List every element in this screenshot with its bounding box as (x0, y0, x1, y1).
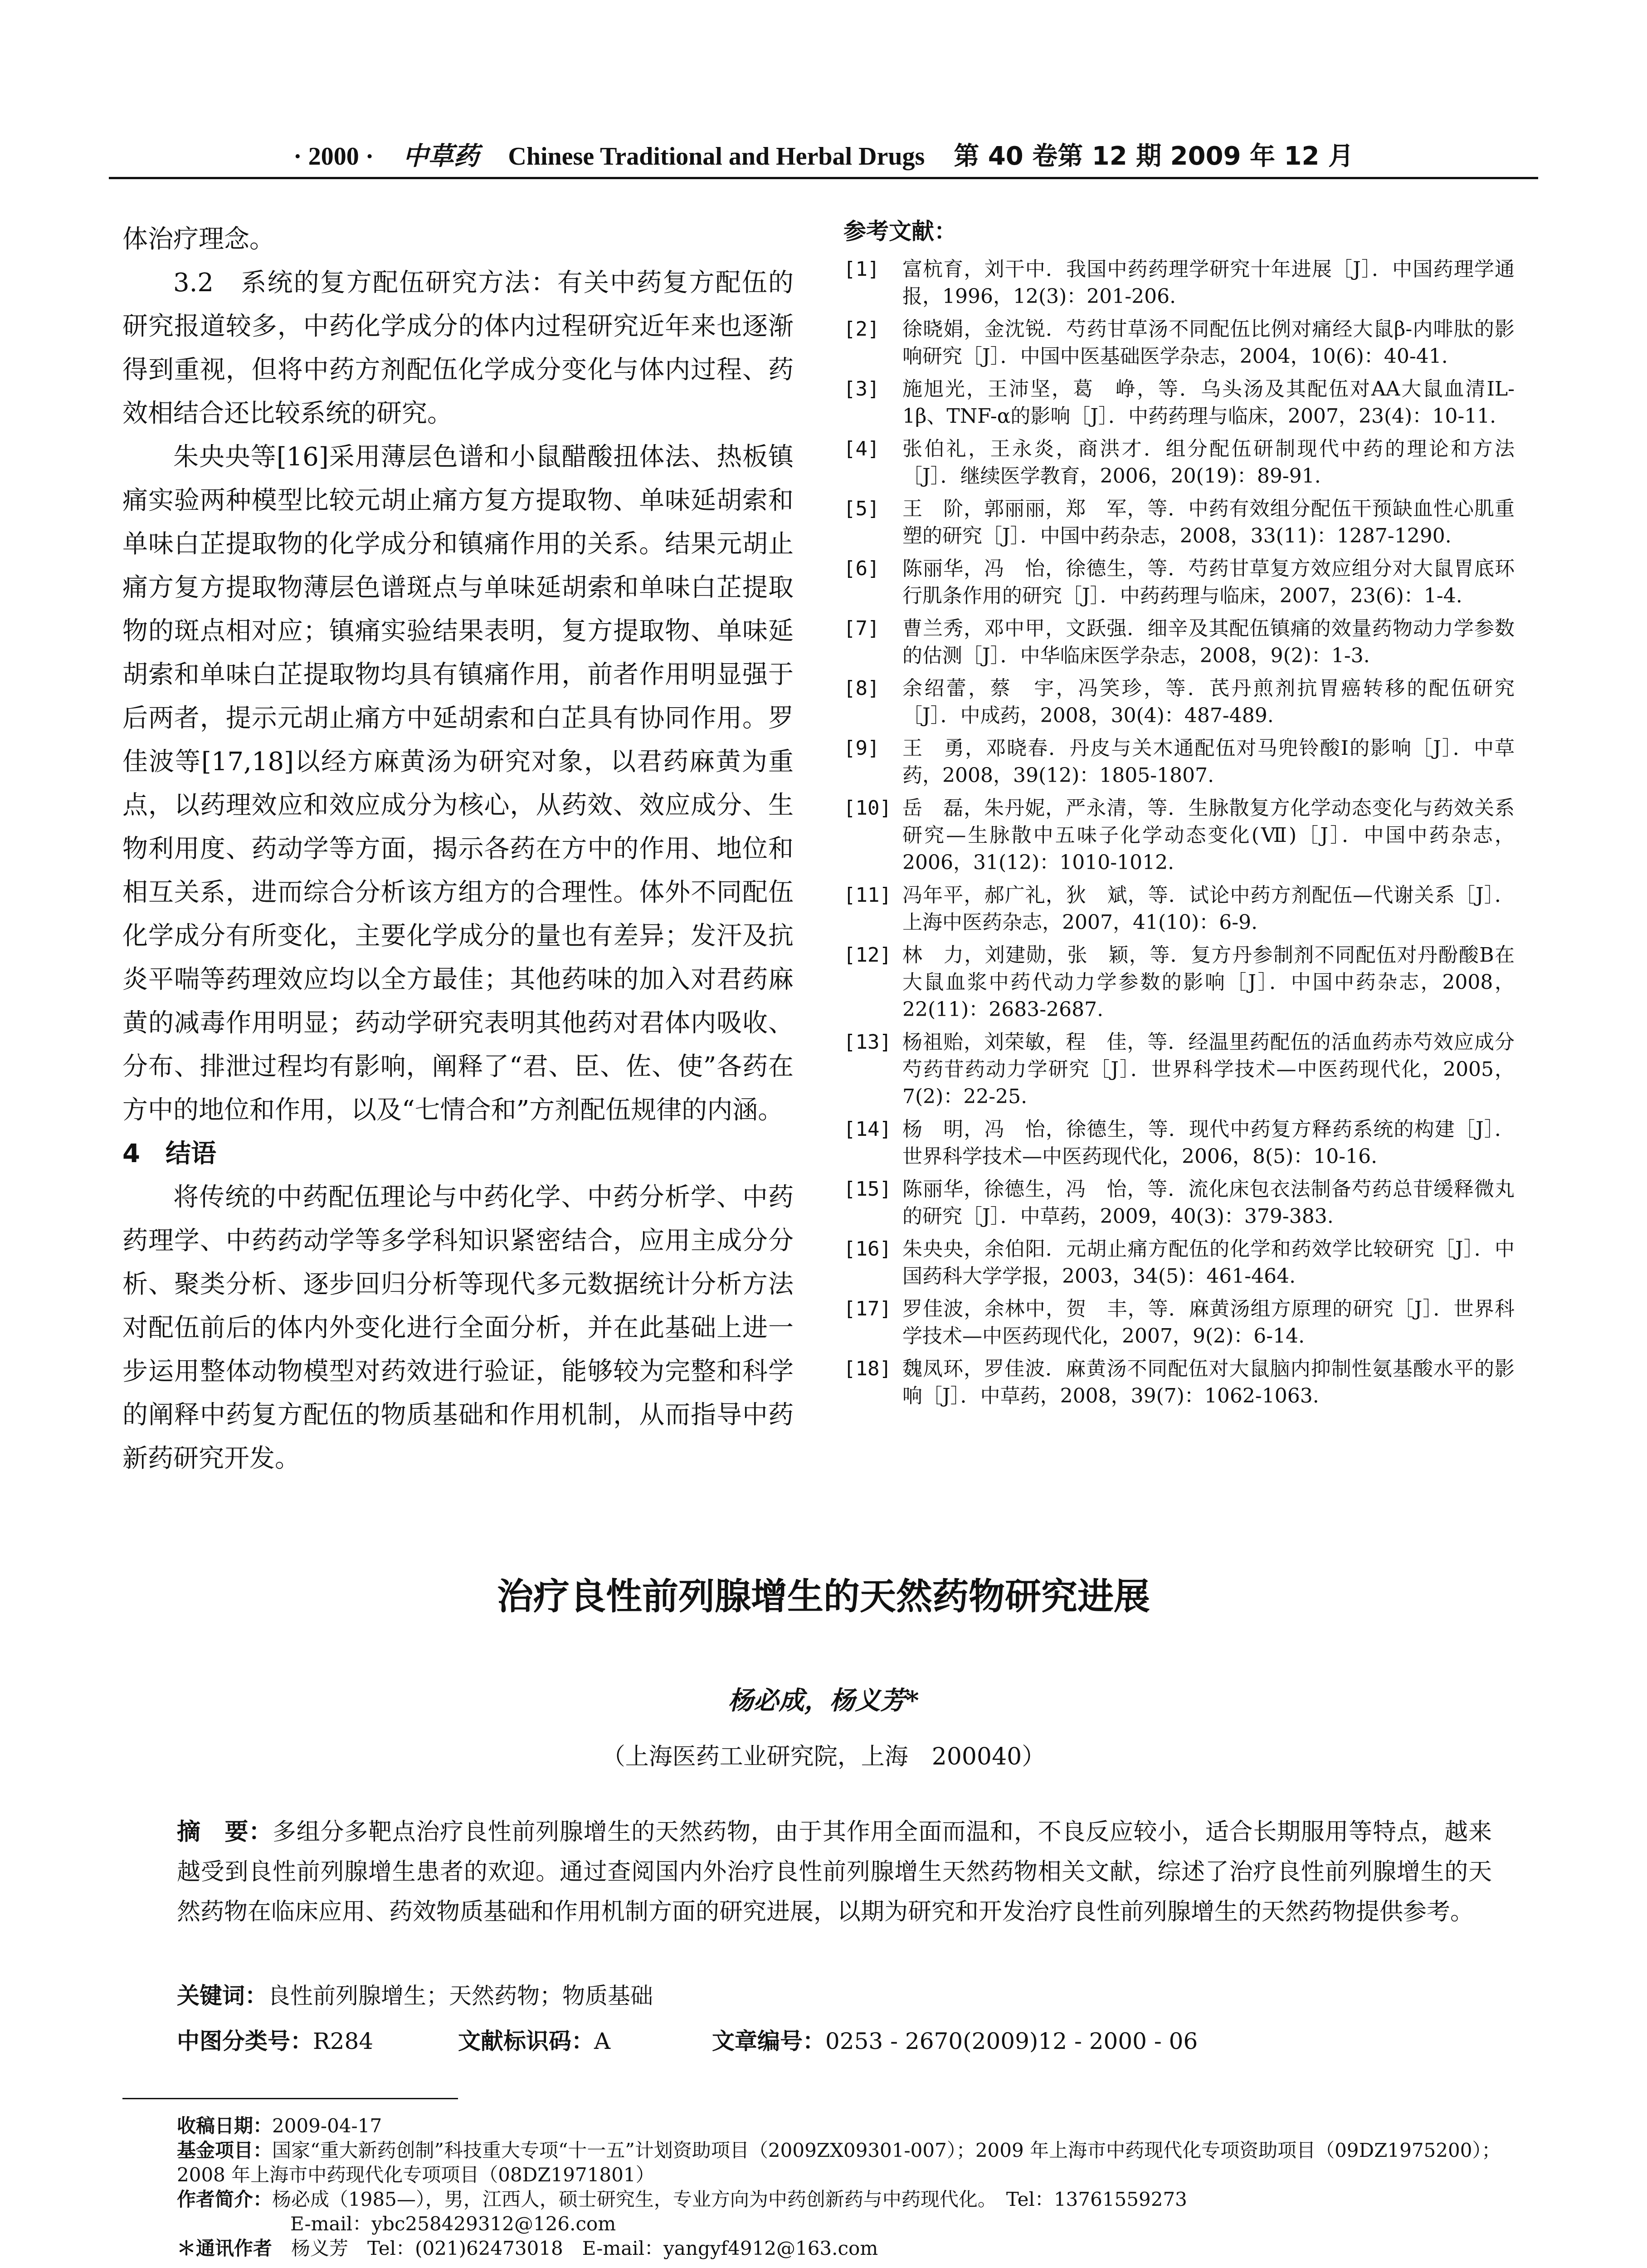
reference-number: [4] (843, 437, 880, 460)
reference-number: [10] (843, 797, 892, 820)
reference-text: 余绍蕾，蔡 宇，冯笑珍，等．芪丹煎剂抗胃癌转移的配伍研究［J］．中成药，2008，30(4)：487-489. (902, 677, 1515, 727)
reference-item (843, 1295, 1515, 1350)
received-date: 收稿日期：2009-04-17 (177, 2115, 382, 2137)
corresponding-author: ＊通讯作者 杨义芳 Tel：(021)62473018 E-mail：yangyf4912@163.com (177, 2237, 878, 2259)
reference-text: 曹兰秀，邓中甲，文跃强．细辛及其配伍镇痛的效量药物动力学参数的估测［J］．中华临床医学杂志，2008，9(2)：1-3. (902, 617, 1515, 667)
reference-text: 林 力，刘建勋，张 颖，等．复方丹参制剂不同配伍对丹酚酸B在大鼠血浆中药代动力学参数的影响［J］．中国中药杂志，2008，22(11)：2683-2687. (902, 943, 1515, 1021)
running-header (109, 132, 1538, 181)
reference-text: 魏凤环，罗佳波．麻黄汤不同配伍对大鼠脑内抑制性氨基酸水平的影响［J］．中草药，2008，39(7)：1062-1063. (902, 1357, 1515, 1408)
reference-text: 岳 磊，朱丹妮，严永清，等．生脉散复方化学动态变化与药效关系研究—生脉散中五味子化学动态变化(Ⅶ)［J］．中国中药杂志，2006，31(12)：1010-1012. (902, 797, 1515, 874)
reference-text: 张伯礼，王永炎，商洪才．组分配伍研制现代中药的理论和方法［J］．继续医学教育，2006，20(19)：89-91. (902, 437, 1515, 488)
reference-item (843, 435, 1515, 490)
references-column (843, 218, 1515, 1415)
reference-item (843, 942, 1515, 1023)
reference-item (843, 495, 1515, 550)
reference-number: [3] (843, 377, 880, 401)
reference-text: 杨 明，冯 怡，徐德生，等．现代中药复方释药系统的构建［J］．世界科学技术—中医药现代化，2006，8(5)：10-16. (902, 1118, 1515, 1168)
reference-item (843, 256, 1515, 310)
reference-text: 陈丽华，徐德生，冯 怡，等．流化床包衣法制备芍药总苷缓释微丸的研究［J］．中草药，2009，40(3)：379-383. (902, 1178, 1515, 1228)
paragraph: 3.2 系统的复方配伍研究方法：有关中药复方配伍的研究报道较多，中药化学成分的体内过程研究近年来也逐渐得到重视，但将中药方剂配伍化学成分变化与体内过程、药效相结合还比较系统的研究。 (122, 268, 794, 428)
reference-number: [16] (843, 1237, 892, 1261)
reference-number: [18] (843, 1357, 892, 1380)
left-column (122, 218, 794, 1481)
doc-code-value: A (594, 2028, 611, 2054)
reference-text: 罗佳波，余林中，贺 丰，等．麻黄汤组方原理的研究［J］．世界科学技术—中医药现代化，2007，9(2)：6-14. (902, 1297, 1515, 1348)
reference-list (843, 256, 1515, 1410)
journal-name-en: Chinese Traditional and Herbal Drugs (508, 142, 925, 171)
reference-item (843, 555, 1515, 610)
author-email: E-mail：ybc258429312@126.com (290, 2213, 616, 2235)
abstract-text: 多组分多靶点治疗良性前列腺增生的天然药物，由于其作用全面而温和，不良反应较小，适合长期服用等特点，越来越受到良性前列腺增生患者的欢迎。通过查阅国内外治疗良性前列腺增生天然药物相关文献，综述了治疗良性前列腺增生的天然药物在临床应用、药效物质基础和作用机制方面的研究进展，以期为研究和开发治疗良性前列腺增生的天然药物提供参考。 (177, 1818, 1492, 1926)
keywords-label: 关键词： (177, 1983, 268, 2009)
paragraph: 将传统的中药配伍理论与中药化学、中药分析学、中药药理学、中药药动学等多学科知识紧密结合，应用主成分分析、聚类分析、逐步回归分析等现代多元数据统计分析方法对配伍前后的体内外变化进行全面分析，并在此基础上进一步运用整体动物模型对药效进行验证，能够较为完整和科学的阐释中药复方配伍的物质基础和作用机制，从而指导中药新药研究开发。 (122, 1183, 794, 1473)
journal-issue: 第 40 卷第 12 期 2009 年 12 月 (954, 142, 1354, 171)
paragraph: 朱央央等[16]采用薄层色谱和小鼠醋酸扭体法、热板镇痛实验两种模型比较元胡止痛方复方提取物、单味延胡索和单味白芷提取物的化学成分和镇痛作用的关系。结果元胡止痛方复方提取物薄层色谱斑点与单味延胡索和单味白芷提取物的斑点相对应；镇痛实验结果表明，复方提取物、单味延胡索和单味白芷提取物均具有镇痛作用，前者作用明显强于后两者，提示元胡止痛方中延胡索和白芷具有协同作用。罗佳波等[17,18]以经方麻黄汤为研究对象，以君药麻黄为重点，以药理效应和效应成分为核心，从药效、效应成分、生物利用度、药动学等方面，揭示各药在方中的作用、地位和相互关系，进而综合分析该方组方的合理性。体外不同配伍化学成分有所变化，主要化学成分的量也有差异；发汗及抗炎平喘等药理效应均以全方最佳；其他药味的加入对君药麻黄的减毒作用明显；药动学研究表明其他药对君体内吸收、分布、排泄过程均有影响，阐释了“君、臣、佐、使”各药在方中的地位和作用，以及“七情合和”方剂配伍规律的内涵。 (122, 442, 794, 1125)
keywords-line (177, 1978, 1492, 2010)
reference-item (843, 1176, 1515, 1230)
header-rule (109, 177, 1538, 179)
article-no-label: 文章编号： (712, 2028, 825, 2054)
reference-text: 朱央央，余伯阳．元胡止痛方配伍的化学和药效学比较研究［J］．中国药科大学学报，2003，34(5)：461-464. (902, 1237, 1515, 1288)
abstract-label: 摘 要： (177, 1818, 273, 1846)
references-heading: 参考文献： (843, 218, 957, 244)
article-title: 治疗良性前列腺增生的天然药物研究进展 (497, 1575, 1150, 1618)
reference-text: 冯年平，郝广礼，狄 斌，等．试论中药方剂配伍—代谢关系［J］．上海中医药杂志，2007，41(10)：6-9. (902, 884, 1515, 934)
doc-code-label: 文献标识码： (458, 2028, 594, 2054)
fund-info: 基金项目：国家“重大新药创制”科技重大专项“十一五”计划资助项目（2009ZX09301-007）；2009 年上海市中药现代化专项资助项目（09DZ1975200）；2008 年上海市中药现代化专项项目（08DZ1971801） (177, 2139, 1501, 2186)
reference-item (843, 882, 1515, 936)
page-number: · 2000 · (293, 142, 374, 171)
reference-number: [2] (843, 318, 880, 341)
reference-text: 富杭育，刘干中．我国中药药理学研究十年进展［J］．中国药理学通报，1996，12(3)：201-206. (902, 258, 1515, 308)
clc-label: 中图分类号： (177, 2028, 313, 2054)
article-affiliation: （上海医药工业研究院，上海 200040） (601, 1743, 1046, 1770)
author-bio: 作者简介：杨必成（1985—），男，江西人，硕士研究生，专业方向为中药创新药与中药现代化。 Tel：13761559273 E-mail：ybc258429312@126.com (177, 2187, 1515, 2236)
section-heading: 4 结语 (122, 1139, 216, 1168)
article-no-value: 0253 - 2670(2009)12 - 2000 - 06 (825, 2028, 1198, 2054)
reference-item (843, 1116, 1515, 1170)
reference-number: [17] (843, 1297, 892, 1320)
reference-text: 徐晓娟，金沈锐．芍药甘草汤不同配伍比例对痛经大鼠β-内啡肽的影响研究［J］．中国中医基础医学杂志，2004，10(6)：40-41. (902, 318, 1515, 368)
reference-item (843, 735, 1515, 789)
reference-number: [11] (843, 884, 892, 907)
classification-line (177, 2023, 1492, 2056)
reference-text: 杨祖贻，刘荣敏，程 佳，等．经温里药配伍的活血药赤芍效应成分芍药苷药动力学研究［J］．世界科学技术—中医药现代化，2005，7(2)：22-25. (902, 1031, 1515, 1108)
reference-item (843, 675, 1515, 729)
reference-number: [12] (843, 943, 892, 967)
reference-item (843, 795, 1515, 876)
reference-text: 施旭光，王沛坚，葛 峥，等．乌头汤及其配伍对AA大鼠血清IL-1β、TNF-α的影响［J］．中药药理与临床，2007，23(4)：10-11. (902, 377, 1515, 428)
reference-number: [8] (843, 677, 880, 700)
reference-text: 王 勇，邓晓春．丹皮与关木通配伍对马兜铃酸Ⅰ的影响［J］．中草药，2008，39(12)：1805-1807. (902, 737, 1515, 787)
keywords-text: 良性前列腺增生；天然药物；物质基础 (268, 1983, 653, 2009)
reference-number: [9] (843, 737, 880, 760)
footnote-rule (122, 2098, 458, 2099)
abstract (177, 1812, 1492, 1932)
reference-item (843, 1236, 1515, 1290)
reference-number: [14] (843, 1118, 892, 1141)
reference-number: [13] (843, 1031, 892, 1054)
reference-item (843, 1355, 1515, 1410)
reference-item (843, 316, 1515, 370)
reference-number: [5] (843, 497, 880, 520)
reference-number: [6] (843, 557, 880, 580)
journal-name-cn: 中草药 (403, 141, 479, 171)
reference-item (843, 1029, 1515, 1110)
reference-text: 陈丽华，冯 怡，徐德生，等．芍药甘草复方效应组分对大鼠胃底环行肌条作用的研究［J］．中药药理与临床，2007，23(6)：1-4. (902, 557, 1515, 607)
clc-value: R284 (313, 2028, 374, 2054)
paragraph: 体治疗理念。 (122, 225, 275, 254)
reference-item (843, 376, 1515, 430)
reference-text: 王 阶，郭丽丽，郑 军，等．中药有效组分配伍干预缺血性心肌重塑的研究［J］．中国中药杂志，2008，33(11)：1287-1290. (902, 497, 1515, 547)
article-authors: 杨必成，杨义芳* (728, 1686, 919, 1716)
reference-number: [1] (843, 258, 880, 281)
reference-number: [15] (843, 1178, 892, 1201)
reference-number: [7] (843, 617, 880, 640)
reference-item (843, 615, 1515, 670)
footnotes (177, 2114, 1515, 2261)
